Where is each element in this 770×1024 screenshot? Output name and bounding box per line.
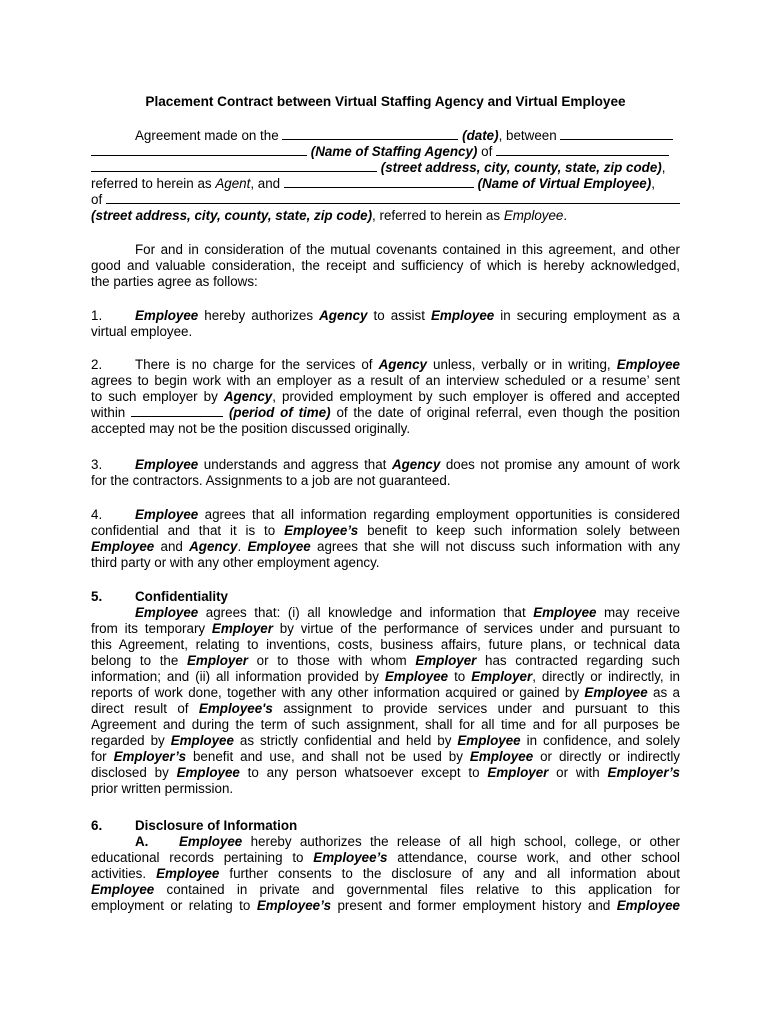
emphasized-term: Agent (215, 176, 251, 191)
text-run: direct result of (91, 701, 199, 716)
text-run: reports of work done, together with any other information acquired or gained by (91, 685, 585, 700)
text-run: attendance, course work, and other school (387, 850, 680, 865)
employee-name-blank (284, 176, 474, 188)
text-run: belong to the (91, 653, 187, 668)
emphasized-term: (period of time) (228, 405, 331, 420)
emphasized-term: Employee (135, 457, 199, 472)
section-5-line-5 (91, 669, 680, 685)
emphasized-term: Employee (503, 208, 564, 223)
emphasized-term: Employee (616, 898, 681, 913)
text-run: to any person whatsoever except to (239, 765, 488, 780)
text-run: regarded by (91, 733, 171, 748)
section-2-line-1 (91, 357, 680, 373)
section-6-heading (91, 818, 680, 834)
intro-line-5 (91, 192, 680, 208)
section-4-number: 4. (91, 507, 103, 522)
text-run: contained in private and governmental files relative to this application for (154, 882, 680, 897)
section-4-line-2 (91, 523, 680, 539)
emphasized-term: Employee (170, 733, 234, 748)
text-run: , between (498, 128, 557, 143)
text-run: information; and (ii) all information provided by (91, 669, 385, 684)
section-5-line-1 (91, 605, 680, 621)
text-run: assignment to provide services under and pursuant to this (272, 701, 680, 716)
text-run: agrees that she will not discuss such information with any (310, 539, 680, 554)
text-run: activities. (91, 866, 157, 881)
section-6-number: 6. (91, 818, 103, 833)
text-run: has contracted regarding such (476, 653, 680, 668)
section-5-line-3: this Agreement, relating to inventions, costs, business affairs, future plans, or technical data (91, 637, 680, 652)
text-run: present and former employment history and (331, 898, 617, 913)
emphasized-term: Employee (176, 765, 240, 780)
text-run: or to those with whom (248, 653, 416, 668)
text-run: and (154, 539, 190, 554)
text-run: confidential and that it is to (91, 523, 285, 538)
section-5-line-10 (91, 749, 680, 765)
text-run: , provided employment by such employer is offered and accepted (272, 389, 680, 404)
text-run: to such employer by (91, 389, 224, 404)
emphasized-term: Employer (415, 653, 477, 668)
section-5-line-7 (91, 701, 680, 717)
emphasized-term: Employee’s (256, 898, 332, 913)
section-4-line-4: third party or with any other employment agency. (91, 555, 380, 570)
text-run: for (91, 749, 114, 764)
section-1-line-1 (91, 308, 680, 324)
section-2-line-5: accepted may not be the position discussed originally. (91, 421, 411, 436)
text-run: does not promise any amount of work (440, 457, 680, 472)
text-run: unless, verbally or in writing, (426, 357, 617, 372)
text-run: Agreement made on the (135, 128, 279, 143)
section-1-line-2: virtual employee. (91, 324, 193, 339)
section-3-line-2: for the contractors. Assignments to a job are not guaranteed. (91, 473, 451, 488)
text-run: hereby authorizes the release of all high school, college, or other (242, 834, 680, 849)
text-run: of the date of original referral, even though the position (330, 405, 680, 420)
text-run: as a (647, 685, 681, 700)
emphasized-term: Employee (91, 539, 155, 554)
emphasized-term: Employer’s (607, 765, 680, 780)
emphasized-term: Employee (431, 308, 495, 323)
text-run: disclosed by (91, 765, 177, 780)
section-5-line-2 (91, 621, 680, 637)
emphasized-term: Employee’s (313, 850, 388, 865)
emphasized-term: Employee (457, 733, 521, 748)
consideration-line-1: For and in consideration of the mutual covenants contained in this agreement, and other (135, 242, 680, 257)
emphasized-term: Employee (247, 539, 311, 554)
emphasized-term: Employer’s (113, 749, 187, 764)
emphasized-term: (street address, city, county, state, zip code) (380, 160, 662, 175)
section-5-line-9 (91, 733, 680, 749)
text-run: educational records pertaining to (91, 850, 314, 865)
emphasized-term: (Name of Staffing Agency) (310, 144, 478, 159)
emphasized-term: Employee (135, 605, 199, 620)
text-run: benefit to keep such information solely between (358, 523, 680, 538)
intro-line-6 (91, 208, 680, 224)
section-5-number: 5. (91, 589, 103, 604)
emphasized-term: Employer (487, 765, 549, 780)
intro-line-3 (91, 160, 680, 176)
text-run: , (651, 176, 655, 191)
emphasized-term: Employee (179, 834, 243, 849)
emphasized-term: Employee (156, 866, 220, 881)
emphasized-term: (date) (462, 128, 499, 143)
text-run: may receive (596, 605, 680, 620)
text-run: or with (548, 765, 608, 780)
text-run: or directly or indirectly (533, 749, 680, 764)
section-5-line-12: prior written permission. (91, 781, 234, 796)
text-run: of (91, 192, 103, 207)
text-run: agrees that: (i) all knowledge and information that (198, 605, 534, 620)
date-blank (282, 128, 458, 140)
emphasized-term: Agency (223, 389, 273, 404)
emphasized-term: (street address, city, county, state, zip code) (91, 208, 373, 223)
agency-address-blank (91, 160, 377, 172)
emphasized-term: Employee (135, 507, 199, 522)
text-run: further consents to the disclosure of any and all information about (219, 866, 680, 881)
text-run: within (91, 405, 126, 420)
text-run: There is no charge for the services of (135, 357, 379, 372)
emphasized-term: Employee (135, 308, 199, 323)
section-2-number: 2. (91, 357, 103, 372)
staffing-agency-blank (91, 144, 307, 156)
section-5-line-11 (91, 765, 680, 781)
text-run: Disclosure of Information (135, 818, 298, 833)
section-6-line-2 (91, 850, 680, 866)
emphasized-term: Agency (378, 357, 427, 372)
text-run: to assist (367, 308, 431, 323)
section-3-line-1 (91, 457, 680, 473)
text-run: hereby authorizes (198, 308, 320, 323)
emphasized-term: Employee (384, 669, 449, 684)
employee-address-blank (106, 192, 680, 204)
intro-line-1 (91, 128, 680, 144)
document-title: Placement Contract between Virtual Staffing Agency and Virtual Employee (145, 94, 626, 109)
section-2-line-4 (91, 405, 680, 421)
emphasized-term: Employee (533, 605, 597, 620)
emphasized-term: Employee's (198, 701, 273, 716)
text-run: to (448, 669, 472, 684)
section-1-number: 1. (91, 308, 103, 323)
text-run: in confidence, and solely (520, 733, 681, 748)
section-5-line-8: Agreement and during the term of such assignment, shall for all time and for all purposes be (91, 717, 680, 732)
emphasized-term: (Name of Virtual Employee) (477, 176, 652, 191)
intro-line-4 (91, 176, 680, 192)
text-run: , referred to herein as (372, 208, 501, 223)
period-of-time-blank (131, 405, 223, 417)
text-run: from its temporary (91, 621, 212, 636)
agency-address-blank-start (496, 144, 669, 156)
intro-line-2 (91, 144, 680, 160)
section-6-sub-a: A. (135, 834, 149, 849)
text-run: of (481, 144, 493, 159)
consideration-line-3: the parties agree as follows: (91, 274, 258, 289)
section-2-line-3 (91, 389, 680, 405)
emphasized-term: Agency (391, 457, 441, 472)
section-3-number: 3. (91, 457, 103, 472)
section-6-line-3 (91, 866, 680, 882)
text-run: , (661, 160, 666, 175)
section-6-line-4 (91, 882, 680, 898)
emphasized-term: Employee (469, 749, 534, 764)
emphasized-term: Employee (584, 685, 648, 700)
text-run: Confidentiality (135, 589, 228, 604)
text-run: benefit and use, and shall not be used by (186, 749, 470, 764)
section-2-line-2: agrees to begin work with an employer as a result of an interview scheduled or a resume’ sent (91, 373, 680, 388)
section-4-line-1 (91, 507, 680, 523)
text-run: , directly or indirectly, in (532, 669, 680, 684)
text-run: agrees that all information regarding employment opportunities is considered (198, 507, 680, 522)
emphasized-term: Employee’s (284, 523, 359, 538)
emphasized-term: Agency (319, 308, 368, 323)
emphasized-term: Employer (186, 653, 249, 668)
text-run: understands and aggress that (198, 457, 392, 472)
section-6-line-1 (91, 834, 680, 850)
text-run: by virtue of the performance of services under and pursuant to (272, 621, 680, 636)
text-run: employment or relating to (91, 898, 257, 913)
consideration-line-2: good and valuable consideration, the receipt and sufficiency of which is hereby acknowledged, (91, 258, 680, 273)
text-run: . (237, 539, 248, 554)
agency-blank-start (560, 128, 673, 140)
emphasized-term: Employee (616, 357, 680, 372)
section-5-heading (91, 589, 680, 605)
section-4-line-3 (91, 539, 680, 555)
emphasized-term: Employer (211, 621, 273, 636)
section-5-line-6 (91, 685, 680, 701)
text-run: . (563, 208, 568, 223)
emphasized-term: Employee (91, 882, 155, 897)
text-run: , and (250, 176, 281, 191)
section-5-line-4 (91, 653, 680, 669)
text-run: as strictly confidential and held by (233, 733, 458, 748)
section-6-line-5 (91, 898, 680, 914)
emphasized-term: Employer (471, 669, 533, 684)
text-run: referred to herein as (91, 176, 212, 191)
text-run: in securing employment as a (494, 308, 681, 323)
emphasized-term: Agency (189, 539, 238, 554)
